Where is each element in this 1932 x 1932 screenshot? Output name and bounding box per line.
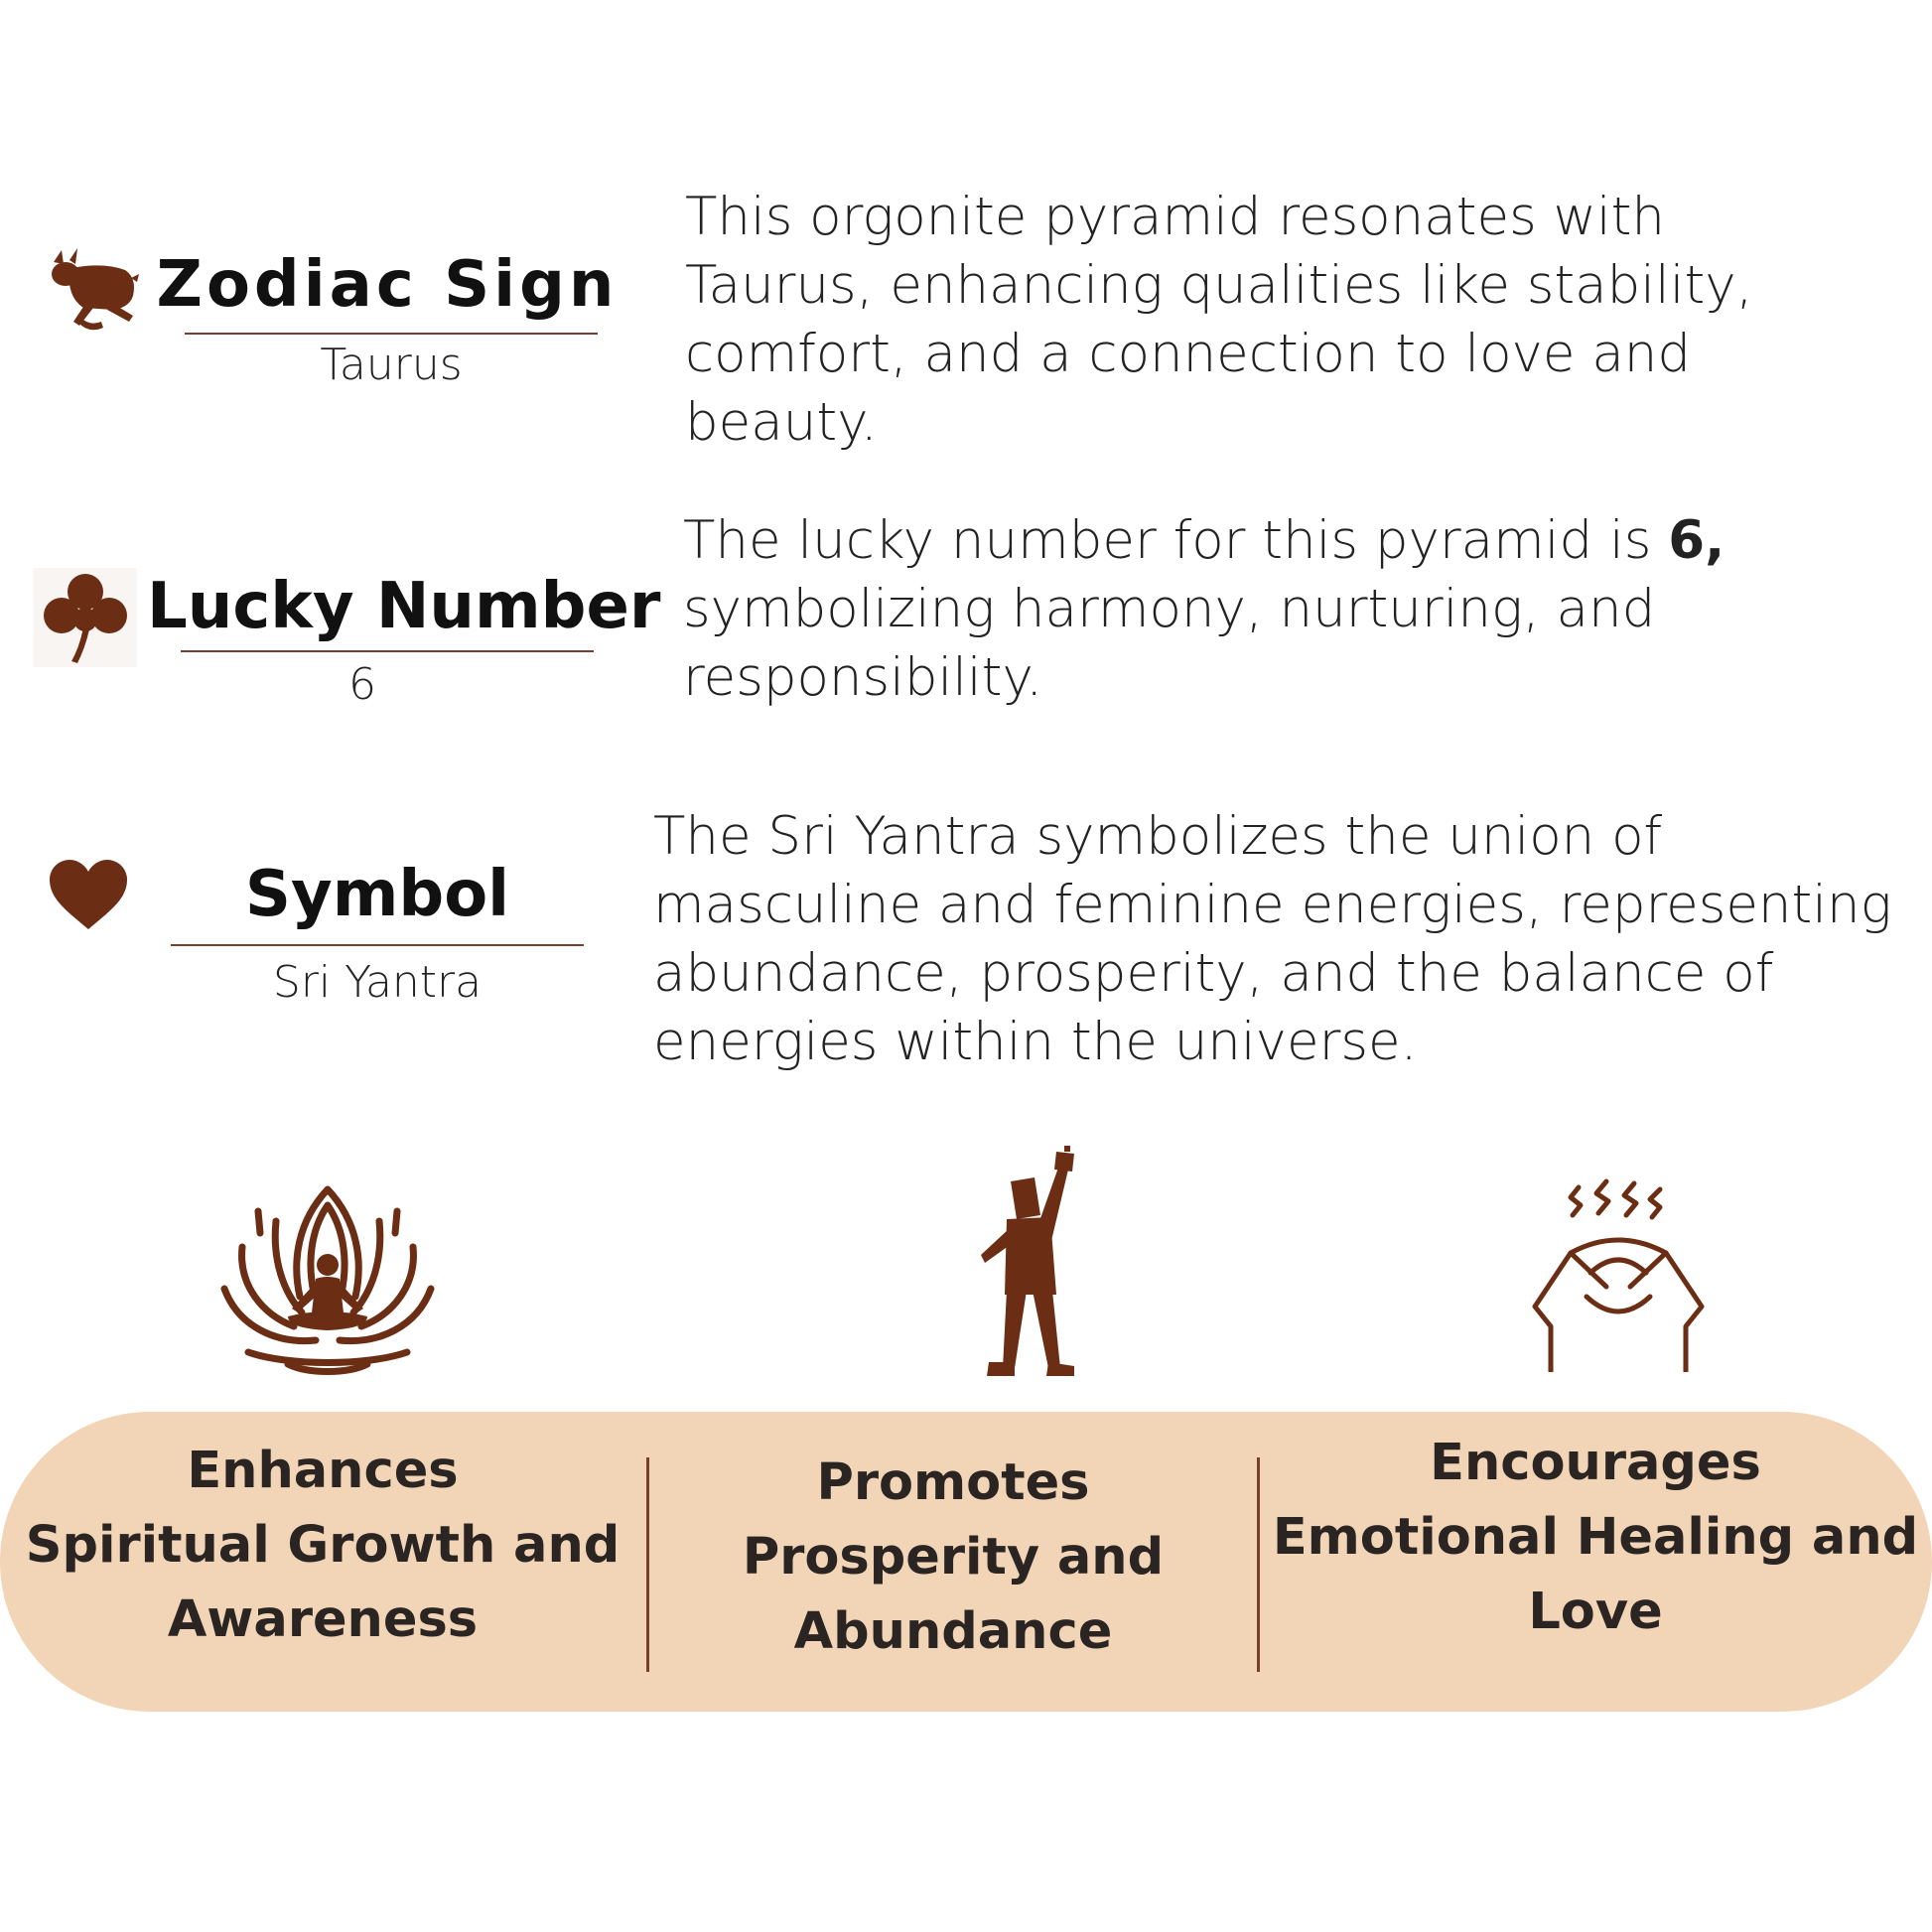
heart-icon <box>48 860 129 931</box>
attr-title-symbol: Symbol <box>244 858 510 931</box>
bull-icon <box>44 244 139 340</box>
raised-fist-person-icon <box>969 1146 1092 1376</box>
attr-value-lucky-number: 6 <box>348 659 376 710</box>
attr-rule-symbol <box>171 944 584 946</box>
attr-title-lucky-number: Lucky Number <box>147 570 661 643</box>
attr-rule-lucky-number <box>181 650 594 652</box>
attr-value-zodiac: Taurus <box>320 340 463 390</box>
lotus-meditation-icon <box>218 1181 437 1376</box>
benefit-divider-2 <box>1257 1457 1260 1672</box>
attr-desc-lucky-number: The lucky number for this pyramid is 6, symbolizing harmony, nurturing, and responsibility. <box>683 510 1725 708</box>
attr-title-zodiac: Zodiac Sign <box>156 248 619 322</box>
attr-desc-zodiac: This orgonite pyramid resonates with Taurus, enhancing qualities like stability, comfort, and a connection to love and beauty. <box>685 187 1753 453</box>
benefit-spiritual-growth: Enhances Spiritual Growth and Awareness <box>25 1442 621 1649</box>
stress-relief-head-icon <box>1531 1177 1706 1372</box>
clover-icon <box>34 568 137 667</box>
benefit-prosperity: Promotes Prosperity and Abundance <box>742 1453 1165 1661</box>
attr-value-symbol: Sri Yantra <box>272 957 483 1008</box>
lucky-number-bold: 6, <box>1668 510 1725 571</box>
benefit-emotional-healing: Encourages Emotional Healing and Love <box>1272 1434 1919 1641</box>
attr-rule-zodiac <box>185 333 598 335</box>
attr-desc-symbol: The Sri Yantra symbolizes the union of masculine and feminine energies, representing abundance, prosperity, and the balance of energies within the universe. <box>653 806 1892 1072</box>
